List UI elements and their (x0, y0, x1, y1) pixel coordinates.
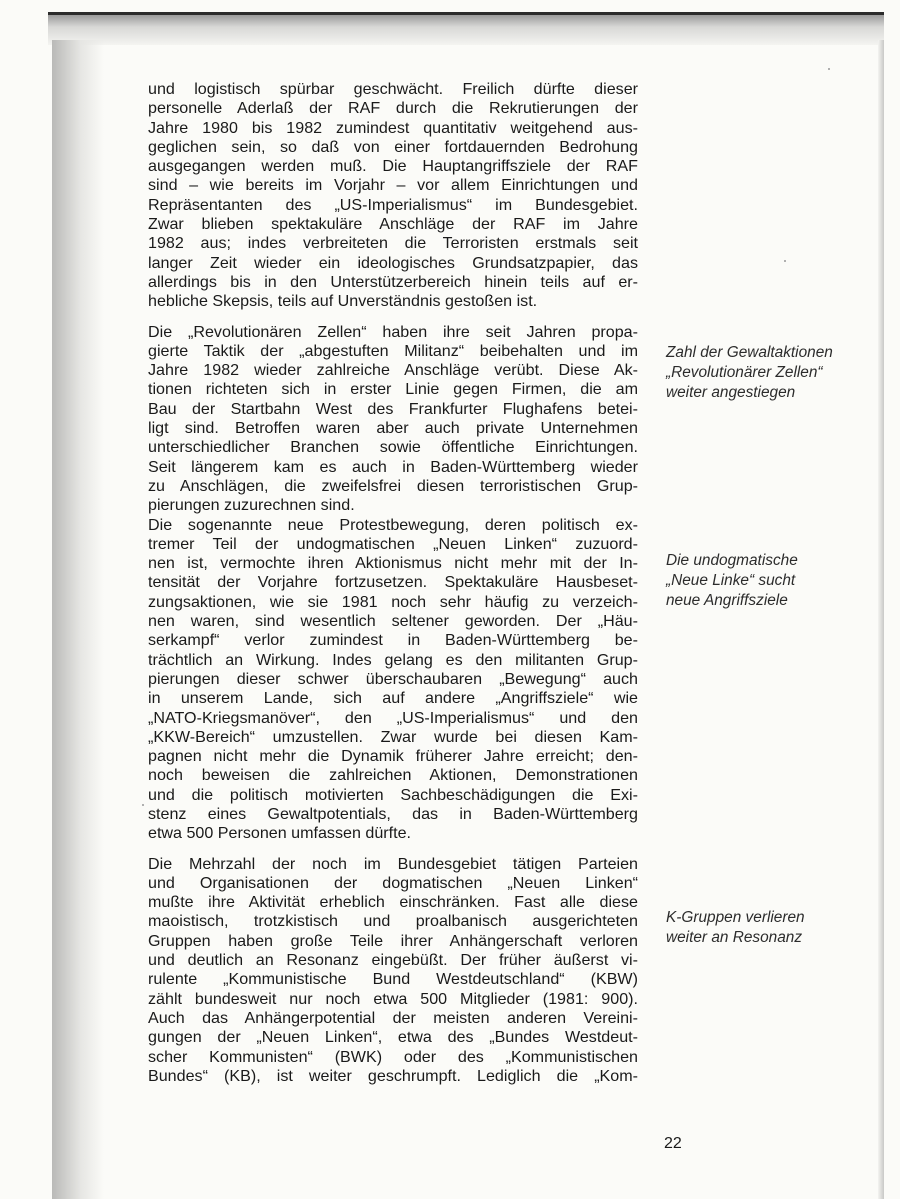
text-line: sind – wie bereits im Vorjahr – vor allem Einrichtungen und (148, 176, 638, 195)
text-line: Gruppen haben große Teile ihrer Anhängerschaft verloren (148, 931, 638, 950)
text-line: Jahre 1982 wieder zahlreiche Anschläge verübt. Diese Ak- (148, 361, 638, 380)
text-line: hebliche Skepsis, teils auf Unverständnis gestoßen ist. (148, 292, 538, 311)
text-line: rulente „Kommunistische Bund Westdeutschland“ (KBW) (148, 970, 638, 989)
text-line: pagnen nicht mehr die Dynamik früherer Jahre erreicht; den- (148, 747, 638, 766)
text-line: geglichen sein, so daß von einer fortdauernden Bedrohung (148, 137, 638, 156)
text-line: maoistisch, trotzkistisch und proalbanisch ausgerichteten (148, 912, 638, 931)
text-line: und logistisch spürbar geschwächt. Freilich dürfte dieser (148, 80, 638, 98)
text-line: tensität der Vorjahre fortzusetzen. Spektakuläre Hausbeset- (148, 573, 638, 592)
page-number: 22 (664, 1135, 682, 1152)
paragraph-revolutionaere-zellen (148, 323, 638, 516)
text-line: Repräsentanten des „US-Imperialismus“ im Bundesgebiet. (148, 195, 638, 214)
text-line: gungen der „Neuen Linken“, etwa des „Bundes Westdeut- (148, 1028, 638, 1047)
text-line: ligt sind. Betroffen waren aber auch private Unternehmen (148, 419, 638, 438)
text-line: und Organisationen der dogmatischen „Neuen Linken“ (148, 873, 638, 892)
text-line: tionen richteten sich in erster Linie gegen Firmen, die am (148, 380, 638, 399)
page-right-edge (878, 40, 884, 1199)
text-line: und die politisch motivierten Sachbeschädigungen die Exi- (148, 785, 638, 804)
text-line: zungsaktionen, wie sie 1981 noch sehr häufig zu verzeich- (148, 592, 638, 611)
text-line: und deutlich an Resonanz eingebüßt. Der früher äußerst vi- (148, 951, 638, 970)
margin-note-line: K-Gruppen verlieren (666, 909, 805, 926)
text-line: Auch das Anhängerpotential der meisten anderen Vereini- (148, 1008, 638, 1027)
text-line: mußte ihre Aktivität erheblich einschränken. Fast alle diese (148, 893, 638, 912)
margin-note-line: weiter angestiegen (666, 384, 796, 401)
margin-note-line: „Revolutionärer Zellen“ (666, 364, 823, 381)
text-line: Bundes“ (KB), ist weiter geschrumpft. Lediglich die „Kom- (148, 1066, 638, 1085)
text-line: ausgegangen werden muß. Die Hauptangriffsziele der RAF (148, 157, 638, 176)
text-line: Jahre 1980 bis 1982 zumindest quantitativ weitgehend aus- (148, 118, 638, 137)
text-line: „KKW-Bereich“ umzustellen. Zwar wurde bei diesen Kam- (148, 727, 638, 746)
text-line: scher Kommunisten“ (BWK) oder des „Kommunistischen (148, 1047, 638, 1066)
margin-note-neue-linke (666, 551, 871, 611)
text-line: Die Mehrzahl der noch im Bundesgebiet tätigen Parteien (148, 854, 638, 873)
text-line: nen ist, vermochte ihren Aktionismus nicht mehr mit der In- (148, 554, 638, 573)
text-line: noch beweisen die zahlreichen Aktionen, Demonstrationen (148, 766, 638, 785)
scan-speck (142, 804, 144, 806)
page-top-edge (48, 12, 884, 45)
binding-shadow (52, 40, 104, 1199)
body-text (148, 80, 638, 1097)
text-line: allerdings bis in den Unterstützerbereich hinein teils auf er- (148, 272, 638, 291)
text-line: pierungen zuzurechnen sind. (148, 496, 355, 515)
scan-speck (784, 260, 786, 262)
text-line: personelle Aderlaß der RAF durch die Rekrutierungen der (148, 99, 638, 118)
margin-note-line: weiter an Resonanz (666, 929, 803, 946)
paragraph-raf (148, 80, 638, 312)
margin-note-line: „Neue Linke“ sucht (666, 572, 796, 589)
text-line: 1982 aus; indes verbreiteten die Terroristen erstmals seit (148, 234, 638, 253)
margin-note-line: Die undogmatische (666, 552, 798, 569)
margin-note-line: Zahl der Gewaltaktionen (666, 344, 833, 361)
text-line: Zwar blieben spektakuläre Anschläge der RAF im Jahre (148, 215, 638, 234)
text-line: pierungen dieser schwer überschaubaren „Bewegung“ auch (148, 669, 638, 688)
text-line: gierte Taktik der „abgestuften Militanz“ beibehalten und im (148, 341, 638, 360)
text-line: serkampf“ verlor zumindest in Baden-Württemberg be- (148, 631, 638, 650)
text-line: Die sogenannte neue Protestbewegung, deren politisch ex- (148, 515, 638, 534)
text-line: trächtlich an Wirkung. Indes gelang es den militanten Grup- (148, 650, 638, 669)
margin-note-k-gruppen (666, 908, 871, 948)
text-line: stenz eines Gewaltpotentials, das in Baden-Württemberg (148, 804, 638, 823)
text-line: Die „Revolutionären Zellen“ haben ihre seit Jahren propa- (148, 322, 638, 341)
text-line: in unserem Lande, sich auf andere „Angriffsziele“ wie (148, 689, 638, 708)
text-line: „NATO-Kriegsmanöver“, den „US-Imperialismus“ und den (148, 708, 638, 727)
text-line: Seit längerem kam es auch in Baden-Württemberg wieder (148, 457, 638, 476)
scan-speck (828, 68, 830, 70)
text-line: zählt bundesweit nur noch etwa 500 Mitglieder (1981: 900). (148, 989, 638, 1008)
text-line: zu Anschlägen, die zweifelsfrei diesen terroristischen Grup- (148, 476, 638, 495)
paragraph-dogmatische-linke (148, 855, 638, 1087)
text-line: nen waren, sind wesentlich seltener geworden. Der „Häu- (148, 612, 638, 631)
text-line: etwa 500 Personen umfassen dürfte. (148, 824, 412, 843)
margin-note-line: neue Angriffsziele (666, 592, 788, 609)
text-line: unterschiedlicher Branchen sowie öffentliche Einrichtungen. (148, 438, 638, 457)
text-line: langer Zeit wieder ein ideologisches Grundsatzpapier, das (148, 253, 638, 272)
margin-note-revolutionaere-zellen (666, 343, 871, 403)
text-line: tremer Teil der undogmatischen „Neuen Linken“ zuzuord- (148, 534, 638, 553)
paragraph-neue-linke (148, 516, 638, 844)
text-line: Bau der Startbahn West des Frankfurter Flughafens betei- (148, 399, 638, 418)
